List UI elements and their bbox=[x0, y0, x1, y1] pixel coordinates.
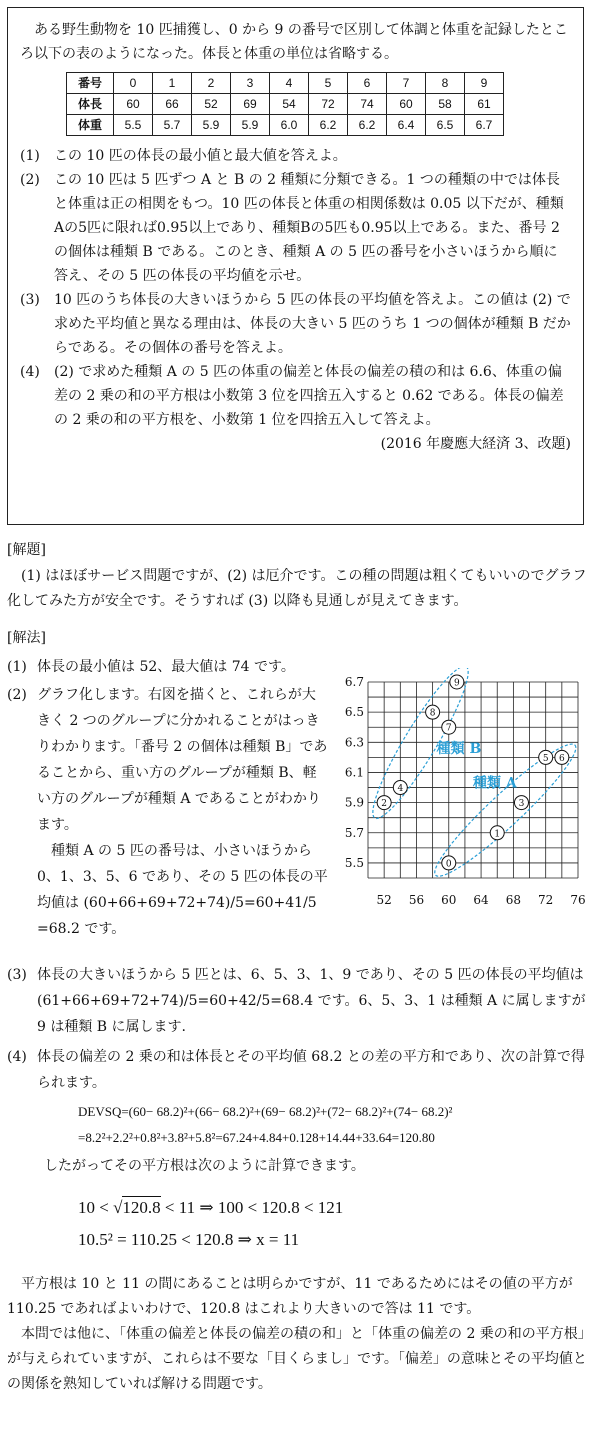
answer-text: 体長の偏差の 2 乗の和は体長とその平均値 68.2 との差の平方和であり、次の計算で得られます。 bbox=[37, 1049, 585, 1091]
square-inequality: 10.5² = 110.25 < 120.8 ⇒ x = 11 bbox=[78, 1230, 300, 1249]
answer-text-2: 種類 A の 5 匹の番号は、小さいほうから 0、1、3、5、6 であり、その 5 匹の体長の平均値は (60+66+69+72+74)/5=60+41/5 =68.2 です。 bbox=[37, 843, 328, 937]
math-part: < 11 ⇒ 100 < 120.8 < 121 bbox=[160, 1198, 344, 1217]
table-cell: 60 bbox=[387, 94, 426, 115]
question-3 bbox=[20, 288, 571, 360]
answer-4 bbox=[7, 1044, 587, 1096]
x-tick-label: 68 bbox=[505, 893, 522, 907]
table-header-weight: 体重 bbox=[67, 115, 114, 136]
table-cell: 6.2 bbox=[309, 115, 348, 136]
table-cell: 9 bbox=[465, 73, 504, 94]
x-tick-label: 64 bbox=[473, 893, 489, 907]
data-table bbox=[66, 72, 504, 136]
data-point-label: 5 bbox=[542, 753, 549, 764]
commentary-text: (1) はほぼサービス問題ですが、(2) は厄介です。この種の問題は粗くてもいいのでグラフ化してみた方が安全です。そうすれば (3) 以降も見通しが見えてきます。 bbox=[7, 568, 587, 609]
question-number: (4) bbox=[20, 364, 40, 380]
scatter-chart bbox=[332, 668, 594, 928]
table-cell: 54 bbox=[270, 94, 309, 115]
answer-number: (1) bbox=[7, 659, 27, 675]
problem-intro: ある野生動物を 10 匹捕獲し、0 から 9 の番号で区別して体調と体重を記録したところ以下の表のようになった。体長と体重の単位は省略する。 bbox=[20, 22, 568, 62]
y-tick-label: 6.7 bbox=[344, 675, 364, 689]
group-a-label: 種類 A bbox=[473, 775, 517, 792]
table-cell: 1 bbox=[153, 73, 192, 94]
question-number: (3) bbox=[20, 292, 40, 308]
question-text: 10 匹のうち体長の大きいほうから 5 匹の体長の平均値を答えよ。この値は (2) で求めた平均値と異なる理由は、体長の大きい 5 匹のうち 1 つの個体が種類 B だからである。その個体の番号を答えよ。 bbox=[54, 292, 571, 356]
sqrt-radicand: 120.8 bbox=[122, 1198, 161, 1217]
question-number: (1) bbox=[20, 148, 40, 164]
x-tick-label: 72 bbox=[538, 893, 554, 907]
then-text: したがってその平方根は次のように計算できます。 bbox=[44, 1158, 365, 1174]
y-tick-label: 6.3 bbox=[344, 735, 364, 750]
table-cell: 6.7 bbox=[465, 115, 504, 136]
table-row-length bbox=[67, 94, 504, 115]
table-cell: 60 bbox=[114, 94, 153, 115]
data-point-label: 8 bbox=[429, 708, 436, 719]
table-cell: 52 bbox=[192, 94, 231, 115]
data-point-label: 2 bbox=[381, 799, 388, 810]
table-cell: 61 bbox=[465, 94, 504, 115]
table-cell: 5.9 bbox=[231, 115, 270, 136]
table-header-length: 体長 bbox=[67, 94, 114, 115]
table-cell: 5.5 bbox=[114, 115, 153, 136]
table-cell: 6.2 bbox=[348, 115, 387, 136]
data-point-label: 9 bbox=[453, 678, 460, 689]
data-point-label: 6 bbox=[558, 753, 565, 764]
question-text: この 10 匹の体長の最小値と最大値を答えよ。 bbox=[54, 148, 347, 164]
scatter-plot bbox=[332, 668, 594, 928]
answer-3 bbox=[7, 962, 587, 1040]
x-tick-label: 76 bbox=[570, 893, 586, 907]
group-b-label: 種類 B bbox=[436, 740, 482, 757]
solution-label: [解法] bbox=[7, 630, 46, 646]
x-tick-label: 56 bbox=[408, 893, 425, 907]
question-4 bbox=[20, 360, 571, 432]
answer-text: 体長の最小値は 52、最大値は 74 です。 bbox=[37, 659, 295, 675]
data-point-label: 7 bbox=[445, 723, 452, 734]
y-tick-label: 6.1 bbox=[344, 765, 364, 780]
y-tick-label: 6.5 bbox=[344, 705, 364, 720]
table-cell: 6.0 bbox=[270, 115, 309, 136]
commentary-label: [解題] bbox=[7, 542, 46, 558]
x-tick-label: 60 bbox=[441, 893, 457, 907]
data-point-label: 0 bbox=[445, 859, 452, 870]
table-cell: 6.4 bbox=[387, 115, 426, 136]
table-cell: 5.7 bbox=[153, 115, 192, 136]
answer-2 bbox=[7, 682, 329, 942]
y-tick-label: 5.7 bbox=[344, 825, 364, 840]
closing-paragraph-1: 平方根は 10 と 11 の間にあることは明らかですが、11 であるためにはその値の平方が 110.25 であればよいわけで、120.8 はこれより大きいので答は 11 です。 bbox=[7, 1276, 573, 1317]
table-cell: 8 bbox=[426, 73, 465, 94]
y-tick-label: 5.9 bbox=[344, 795, 364, 810]
table-row-weight bbox=[67, 115, 504, 136]
table-cell: 6.5 bbox=[426, 115, 465, 136]
table-cell: 6 bbox=[348, 73, 387, 94]
answer-text: 体長の大きいほうから 5 匹とは、6、5、3、1、9 であり、その 5 匹の体長の平均値は (61+66+69+72+74)/5=60+42/5=68.4 です。6、5、3、1 は種類 A に属しますが 9 は種類 B に属します. bbox=[37, 967, 586, 1035]
x-tick-label: 52 bbox=[376, 893, 392, 907]
table-cell: 3 bbox=[231, 73, 270, 94]
math-part: 10 < √ bbox=[78, 1198, 123, 1217]
data-point-label: 1 bbox=[494, 829, 501, 840]
question-text: この 10 匹は 5 匹ずつ A と B の 2 種類に分類できる。1 つの種類の中では体長と体重は正の相関をもつ。10 匹の体長と体重の相関係数は 0.05 以下だが、種類Aの5匹に限れば0.95以上であり、種類Bの5匹も0.95以上である。また、番号 2 の個体は種類 B である。このとき、種類 A の 5 匹の番号を小さいほうから順に答え、その 5 匹の体長の平均値を示せ。 bbox=[54, 172, 564, 284]
table-cell: 4 bbox=[270, 73, 309, 94]
answer-number: (2) bbox=[7, 687, 27, 703]
answer-2-body bbox=[37, 682, 329, 942]
table-cell: 7 bbox=[387, 73, 426, 94]
table-header-number: 番号 bbox=[67, 73, 114, 94]
problem-box bbox=[7, 7, 584, 525]
table-cell: 5 bbox=[309, 73, 348, 94]
table-cell: 2 bbox=[192, 73, 231, 94]
sqrt-inequality bbox=[78, 1198, 343, 1218]
table-cell: 66 bbox=[153, 94, 192, 115]
question-number: (2) bbox=[20, 172, 40, 188]
table-cell: 0 bbox=[114, 73, 153, 94]
answer-number: (3) bbox=[7, 967, 27, 983]
closing-paragraph-2: 本問では他に、「体重の偏差と体長の偏差の積の和」と「体重の偏差の 2 乗の和の平方根」が与えられていますが、これらは不要な「目くらまし」です。「偏差」の意味とその平均値との関係を熟知していれば解ける問題です。 bbox=[7, 1326, 587, 1392]
answer-number: (4) bbox=[7, 1049, 27, 1065]
table-cell: 5.9 bbox=[192, 115, 231, 136]
answer-1 bbox=[7, 654, 327, 680]
devsq-formula-line-1: DEVSQ=(60− 68.2)²+(66− 68.2)²+(69− 68.2)²+(72− 68.2)²+(74− 68.2)² bbox=[78, 1104, 453, 1119]
table-cell: 69 bbox=[231, 94, 270, 115]
table-cell: 72 bbox=[309, 94, 348, 115]
table-cell: 74 bbox=[348, 94, 387, 115]
problem-source: (2016 年慶應大経済 3、改題) bbox=[380, 436, 571, 452]
answer-text: グラフ化します。右図を描くと、これらが大きく 2 つのグループに分かれることがはっきりわかります。「番号 2 の個体は種類 B」であることから、重い方のグループが種類 B、軽い方のグループが種類 A であることがわかります。 bbox=[37, 687, 328, 833]
y-tick-label: 5.5 bbox=[344, 855, 364, 870]
table-cell: 58 bbox=[426, 94, 465, 115]
question-text: (2) で求めた種類 A の 5 匹の体重の偏差と体長の偏差の積の和は 6.6、体重の偏差の 2 乗の和の平方根は小数第 3 位を四捨五入すると 0.62 である。体長の偏差の 2 乗の和の平方根を、小数第 1 位を四捨五入して答えよ。 bbox=[54, 364, 564, 428]
data-point-label: 4 bbox=[397, 784, 404, 795]
table-row-number bbox=[67, 73, 504, 94]
question-1 bbox=[20, 144, 571, 168]
data-point-label: 3 bbox=[518, 799, 525, 810]
question-2 bbox=[20, 168, 571, 288]
devsq-formula-line-2: =8.2²+2.2²+0.8²+3.8²+5.8²=67.24+4.84+0.128+14.44+33.64=120.80 bbox=[78, 1130, 435, 1145]
